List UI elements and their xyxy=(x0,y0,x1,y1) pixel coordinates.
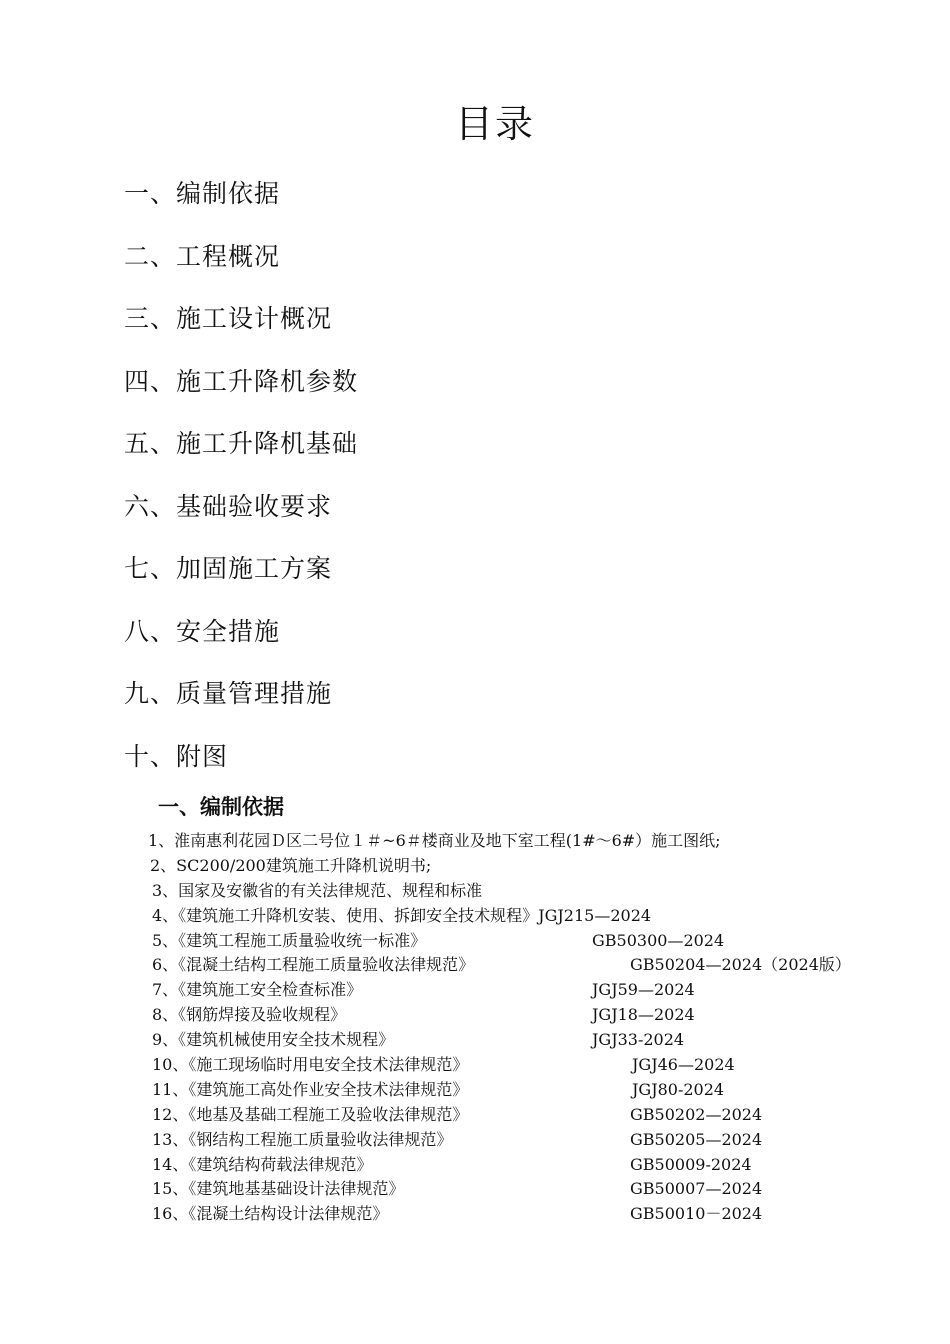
reference-item xyxy=(0,828,950,853)
reference-item xyxy=(0,903,950,928)
reference-list xyxy=(0,828,950,1226)
reference-item xyxy=(0,928,950,953)
reference-title: 13、《钢结构工程施工质量验收法律规范》 xyxy=(152,1129,453,1149)
reference-title: 3、国家及安徽省的有关法律规范、规程和标准 xyxy=(152,880,483,900)
reference-item xyxy=(0,1127,950,1152)
reference-item xyxy=(0,1152,950,1177)
reference-title: 8、《钢筋焊接及验收规程》 xyxy=(152,1005,347,1025)
reference-title: 7、《建筑施工安全检查标准》 xyxy=(152,980,363,1000)
page-title: 目录 xyxy=(454,102,535,146)
reference-code: JGJ18—2024 xyxy=(592,1005,695,1025)
reference-title: 10、《施工现场临时用电安全技术法律规范》 xyxy=(152,1055,469,1075)
toc-item: 十、附图 xyxy=(124,741,229,771)
reference-title: 11、《建筑施工高处作业安全技术法律规范》 xyxy=(152,1079,469,1099)
reference-code: GB50300—2024 xyxy=(592,930,725,950)
toc-item: 三、施工设计概况 xyxy=(124,304,333,333)
reference-item xyxy=(0,1077,950,1102)
reference-title: 16、《混凝土结构设计法律规范》 xyxy=(152,1204,389,1224)
reference-code: GB50202—2024 xyxy=(630,1104,763,1124)
section-heading: 一、编制依据 xyxy=(158,795,284,819)
reference-title: 1、淮南惠利花园Ｄ区二号位１＃~6＃楼商业及地下室工程(1#～6#）施工图纸; xyxy=(148,831,721,850)
reference-item xyxy=(0,1002,950,1027)
reference-code: GB50007—2024 xyxy=(630,1179,763,1199)
reference-title: 9、《建筑机械使用安全技术规程》 xyxy=(152,1030,395,1050)
reference-item xyxy=(0,853,950,878)
reference-item xyxy=(0,1176,950,1201)
toc-item: 二、工程概况 xyxy=(124,241,281,271)
reference-item xyxy=(0,1027,950,1052)
reference-code: JGJ59—2024 xyxy=(592,980,695,1000)
reference-item xyxy=(0,1201,950,1226)
toc-item: 四、施工升降机参数 xyxy=(124,366,359,396)
toc-item: 九、质量管理措施 xyxy=(124,679,333,708)
reference-title: 2、SC200/200建筑施工升降机说明书; xyxy=(150,855,432,875)
reference-title: 6、《混凝土结构工程施工质量验收法律规范》 xyxy=(152,955,475,975)
reference-title: 12、《地基及基础工程施工及验收法律规范》 xyxy=(152,1104,469,1124)
reference-item xyxy=(0,1102,950,1127)
toc-item: 一、编制依据 xyxy=(124,179,281,208)
table-of-contents xyxy=(124,175,358,800)
reference-code: JGJ33-2024 xyxy=(592,1030,685,1050)
reference-code: GB50205—2024 xyxy=(630,1129,763,1149)
reference-item xyxy=(0,952,950,977)
reference-code: JGJ46—2024 xyxy=(632,1055,735,1075)
reference-title: 15、《建筑地基基础设计法律规范》 xyxy=(152,1179,405,1199)
toc-item: 六、基础验收要求 xyxy=(124,491,333,521)
reference-item xyxy=(0,977,950,1002)
reference-code: JGJ80-2024 xyxy=(632,1079,725,1099)
reference-title: 5、《建筑工程施工质量验收统一标准》 xyxy=(152,930,427,950)
toc-item: 八、安全措施 xyxy=(124,616,281,646)
reference-code: GB50010－2024 xyxy=(630,1204,763,1224)
reference-title: 4、《建筑施工升降机安装、使用、拆卸安全技术规程》JGJ215—2024 xyxy=(152,905,652,925)
reference-title: 14、《建筑结构荷载法律规范》 xyxy=(152,1154,373,1174)
toc-item: 七、加固施工方案 xyxy=(124,554,333,583)
reference-code: GB50204—2024（2024版） xyxy=(630,955,851,975)
reference-item xyxy=(0,878,950,903)
toc-item: 五、施工升降机基础 xyxy=(124,429,359,458)
reference-code: GB50009-2024 xyxy=(630,1154,752,1174)
reference-item xyxy=(0,1052,950,1077)
